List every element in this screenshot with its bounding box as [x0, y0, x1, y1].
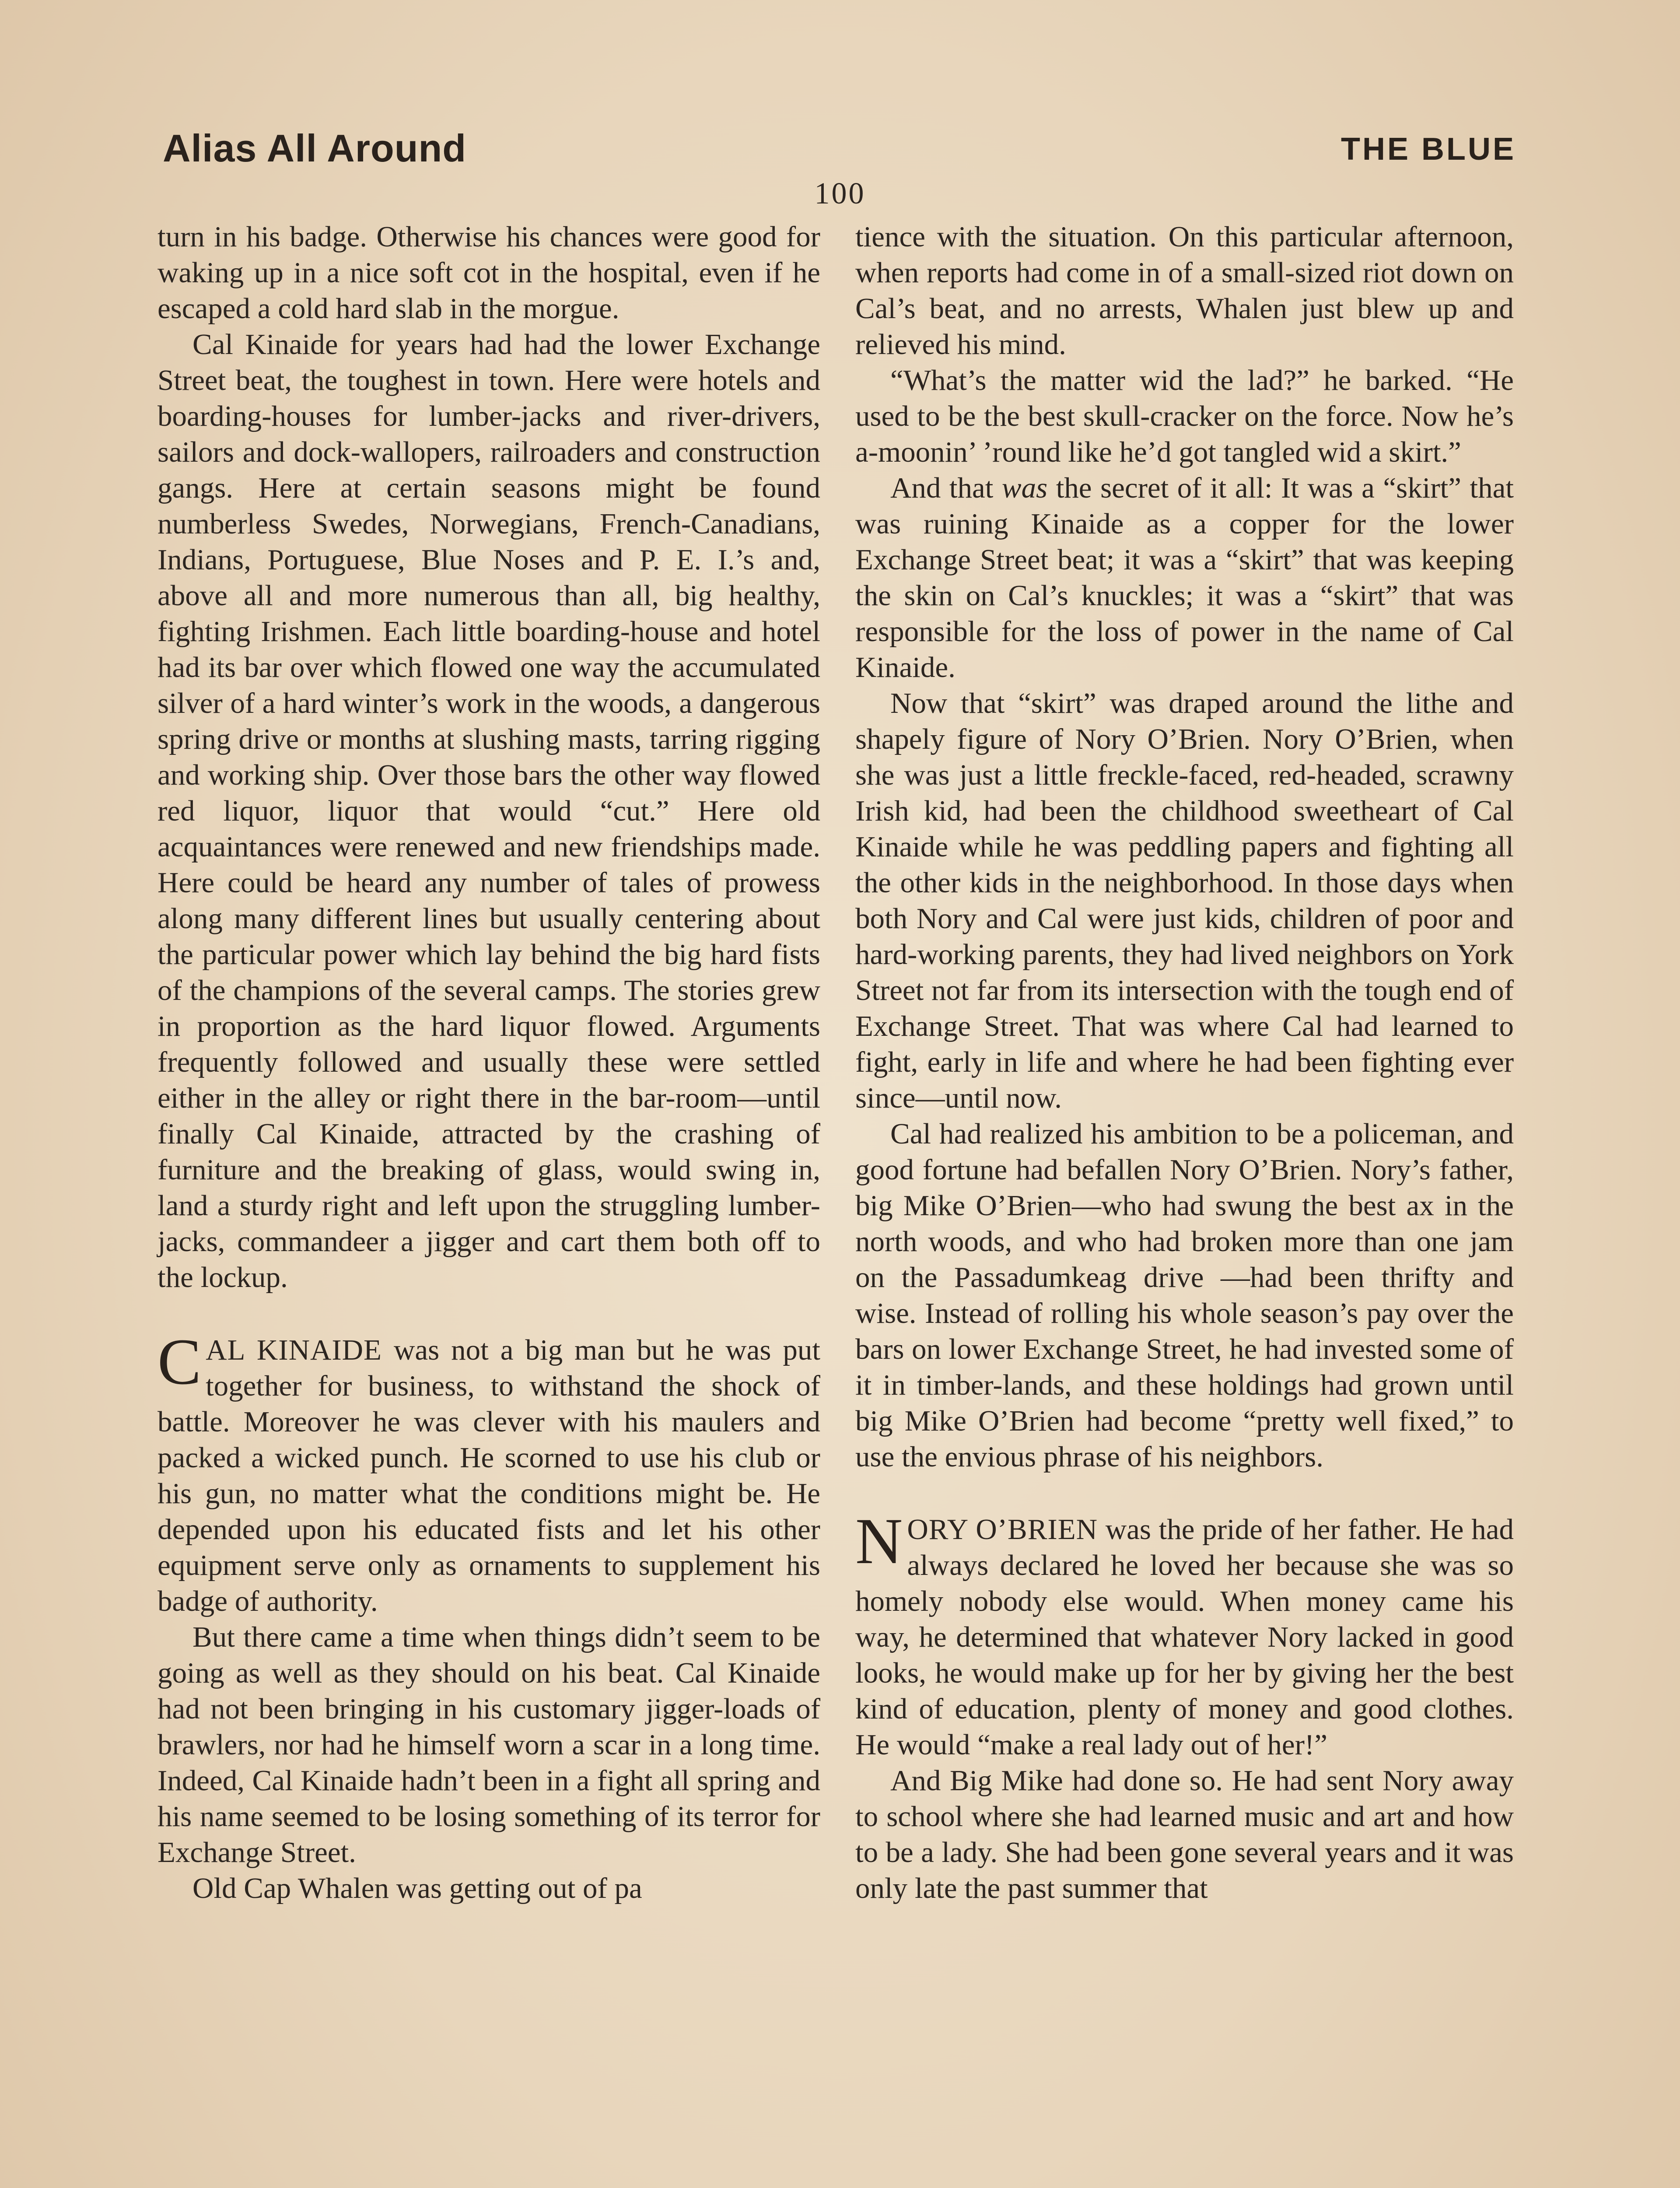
drop-cap: N — [855, 1505, 903, 1578]
lead-in-caps: ORY O’BRIEN — [907, 1513, 1098, 1546]
paragraph: And Big Mike had done so. He had sent Nory away to school where she had learned music and art and how to be a lady. She had been gone several years and it was only late the past summer that — [855, 1764, 1514, 1904]
paragraph: But there came a time when things didn’t seem to be going as well as they should on his beat. Cal Kinaide had not been bringing in his customary jigger-loads of brawlers, nor had he himself worn a scar in a long time. Indeed, Cal Kinaide hadn’t been in a fight all spring and his name seemed to be losing something of its terror for Exchange Street. — [158, 1621, 820, 1869]
drop-cap: C — [158, 1325, 202, 1398]
paragraph: Cal Kinaide for years had had the lower Exchange Street beat, the toughest in town. Here were hotels and boarding-houses for lumber-jacks and river-drivers, sailors and dock-wallopers, railroaders and construction gangs. Here at certain seasons might be found numberless Swedes, Norwegians, French-Canadians, Indians, Portuguese, Blue Noses and P. E. I.’s and, above all and more numerous than all, big healthy, fighting Irishmen. Each little boarding-house and hotel had its bar over which flowed one way the accumulated silver of a hard winter’s work in the woods, a dangerous spring drive or months at slushing masts, tarring rigging and working ship. Over those bars the other way flowed red liquor, liquor that would “cut.” Here old acquaintances were renewed and new friendships made. Here could be heard any number of tales of prowess along many different lines but usually centering about the particular power which lay behind the big hard fists of the champions of the several camps. The stories grew in proportion as the hard liquor flowed. Arguments frequently followed and usually these were settled either in the alley or right there in the bar-room—until finally Cal Kinaide, attracted by the crashing of furniture and the breaking of glass, would swing in, land a sturdy right and left upon the struggling lumber-jacks, commandeer a jigger and cart them both off to the lockup. — [158, 328, 820, 1294]
paragraph: turn in his badge. Otherwise his chances were good for waking up in a nice soft cot in the hospital, even if he escaped a cold hard slab in the morgue. — [158, 221, 820, 325]
left-text-column — [158, 219, 820, 1906]
section-paragraph — [855, 1505, 1514, 1763]
emphasis-text: was — [1001, 472, 1048, 504]
lead-in-caps: AL KINAIDE — [206, 1334, 382, 1366]
paragraph: Cal had realized his ambition to be a policeman, and good fortune had befallen Nory O’Brien. Nory’s father, big Mike O’Brien—who had swung the best ax in the north woods, and who had broken more than one jam on the Passadumkeag drive —had been thrifty and wise. Instead of rolling his whole season’s pay over the bars on lower Exchange Street, he had invested some of it in timber-lands, and these holdings had grown until big Mike O’Brien had become “pretty well fixed,” to use the envious phrase of his neighbors. — [855, 1118, 1514, 1473]
paragraph-text: was not a big man but he was put together for business, to withstand the shock of battle. Moreover he was clever with his maulers and packed a wicked punch. He scorned to use his club or his gun, no matter what the conditions might be. He depended upon his educated fists and let his other equipment serve only as ornaments to supplement his badge of authority. — [158, 1334, 820, 1617]
running-head-magazine-name: THE BLUE — [1341, 132, 1516, 167]
paragraph-text: And that — [890, 472, 1002, 504]
paragraph: “What’s the matter wid the lad?” he barked. “He used to be the best skull-cracker on the force. Now he’s a-moonin’ ’round like he’d got tangled wid a skirt.” — [855, 364, 1514, 468]
paragraph-text: was the pride of her father. He had always declared he loved her because she was so homely nobody else would. When money came his way, he determined that whatever Nory lacked in good looks, he would make up for her by giving her the best kind of education, plenty of money and good clothes. He would “make a real lady out of her!” — [855, 1513, 1514, 1761]
right-text-column — [855, 219, 1514, 1906]
paragraph: Old Cap Whalen was getting out of pa — [192, 1872, 642, 1904]
paragraph: Now that “skirt” was draped around the lithe and shapely figure of Nory O’Brien. Nory O’Brien, when she was just a little freckle-faced, red-headed, scrawny Irish kid, had been the childhood sweetheart of Cal Kinaide while he was peddling papers and fighting all the other kids in the neighborhood. In those days when both Nory and Cal were just kids, children of poor and hard-working parents, they had lived neighbors on York Street not far from its intersection with the tough end of Exchange Street. That was where Cal had learned to fight, early in life and where he had been fighting ever since—until now. — [855, 687, 1514, 1114]
paragraph-text: the secret of it all: It was a “skirt” that was ruining Kinaide as a copper for the lower Exchange Street beat; it was a “skirt” that was keeping the skin on Cal’s knuckles; it was a “skirt” that was responsible for the loss of power in the name of Cal Kinaide. — [855, 472, 1514, 684]
paragraph: tience with the situation. On this particular afternoon, when reports had come in of a small-sized riot down on Cal’s beat, and no arrests, Whalen just blew up and relieved his mind. — [855, 221, 1514, 361]
paragraph — [855, 470, 1514, 685]
section-paragraph — [158, 1325, 820, 1619]
page-number: 100 — [814, 177, 866, 210]
running-head-story-title: Alias All Around — [163, 126, 466, 170]
